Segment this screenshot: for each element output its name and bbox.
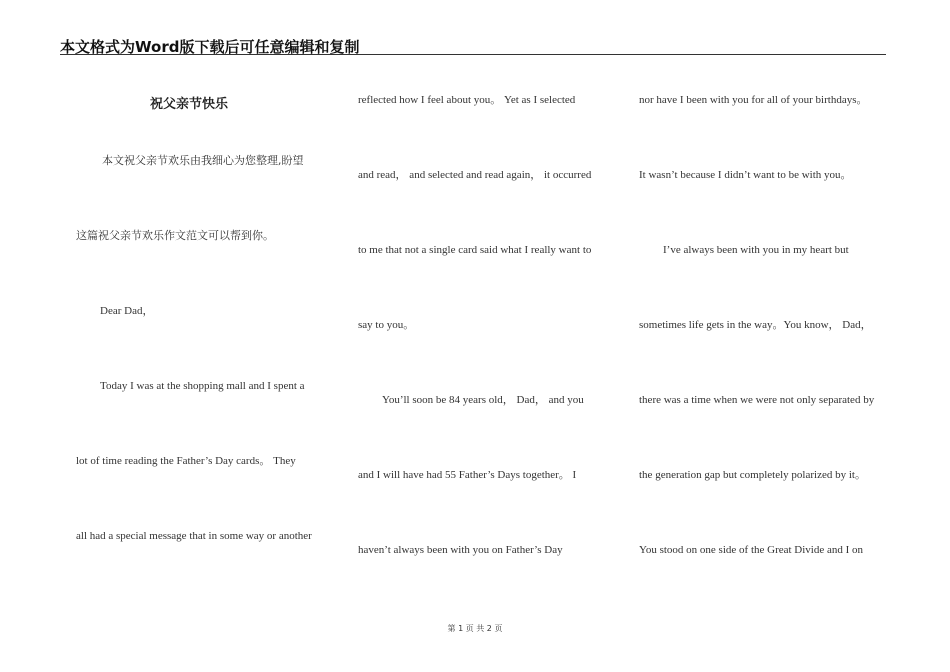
column3-line: nor have I been with you for all of your birthdays。	[639, 94, 868, 106]
document-title: 祝父亲节快乐	[150, 97, 229, 112]
column3-line: I’ve always been with you in my heart but	[663, 244, 849, 256]
column3-line: the generation gap but completely polarized by it。	[639, 469, 866, 481]
column1-line: lot of time reading the Father’s Day cards。 They	[76, 455, 296, 467]
column2-line: to me that not a single card said what I really want to	[358, 244, 592, 256]
column1-line: all had a special message that in some way or another	[76, 530, 312, 542]
column1-line: 本文祝父亲节欢乐由我细心为您整理,盼望	[102, 154, 304, 167]
header-text: 本文格式为Word版下载后可任意编辑和复制	[60, 38, 360, 56]
column2-line: You’ll soon be 84 years old， Dad， and you	[382, 394, 584, 406]
column1-line: Today I was at the shopping mall and I spent a	[100, 380, 305, 392]
column2-line: say to you。	[358, 319, 415, 331]
column1-line: 这篇祝父亲节欢乐作文范文可以帮到你。	[76, 229, 274, 242]
column2-line: and read， and selected and read again， it occurred	[358, 169, 592, 181]
column3-line: sometimes life gets in the way。You know， Dad，	[639, 319, 872, 331]
column3-line: It wasn’t because I didn’t want to be with you。	[639, 169, 852, 181]
column2-line: and I will have had 55 Father’s Days together。 I	[358, 469, 577, 481]
column2-line: haven’t always been with you on Father’s Day	[358, 544, 563, 556]
page-indicator: 第 1 页 共 2 页	[447, 624, 503, 633]
column2-line: reflected how I feel about you。 Yet as I selected	[358, 94, 576, 106]
document-header	[60, 30, 886, 55]
column3-line: there was a time when we were not only separated by	[639, 394, 875, 406]
column3-line: You stood on one side of the Great Divide and I on	[639, 544, 864, 556]
column1-line: Dear Dad，	[100, 305, 154, 317]
